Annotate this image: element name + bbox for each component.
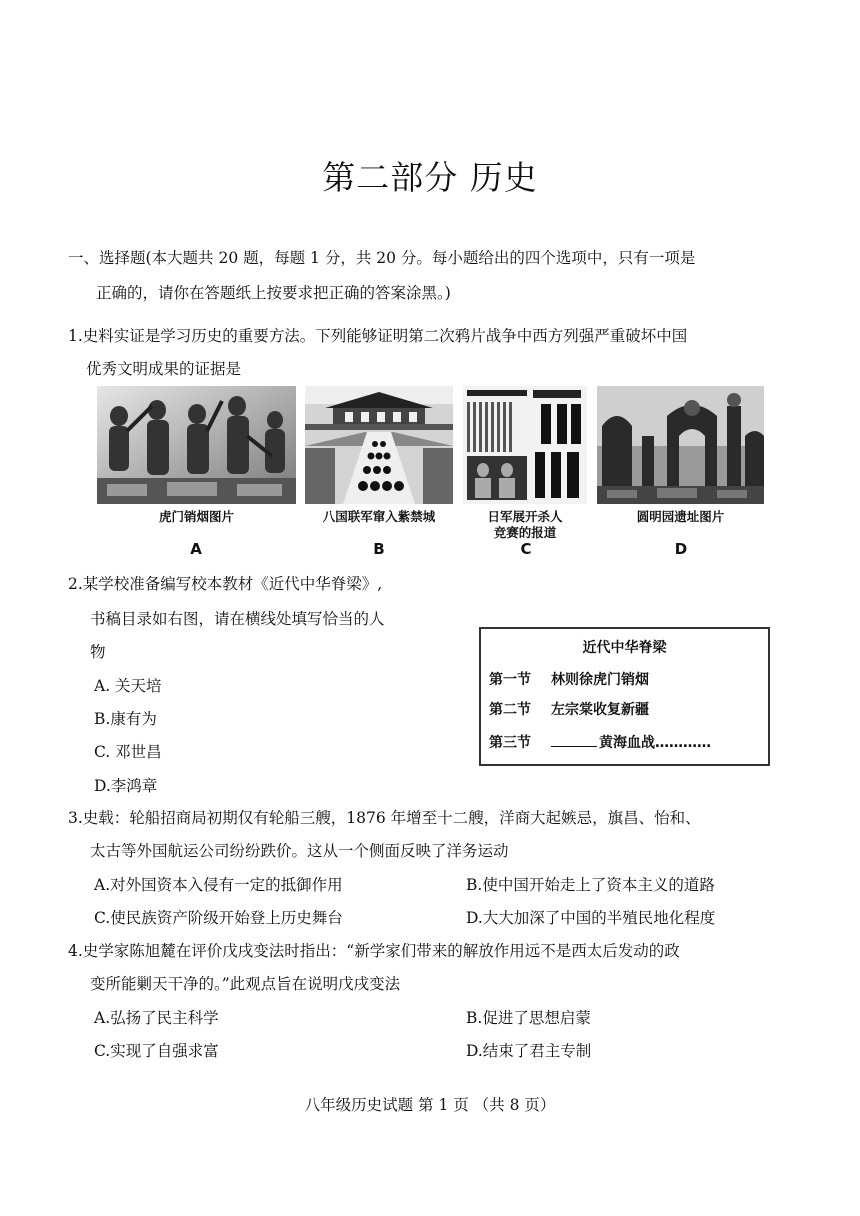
picture-b-forbidden-city	[305, 386, 453, 504]
picture-a-caption: 虎门销烟图片	[158, 509, 234, 524]
picture-c-newspaper	[463, 386, 587, 504]
toc-row-3	[551, 732, 711, 752]
question-3-line2: 太古等外国航运公司纷纷跌价。这从一个侧面反映了洋务运动	[90, 842, 509, 860]
toc-title: 近代中华脊梁	[582, 640, 667, 656]
toc-blank-line[interactable]	[551, 734, 597, 747]
picture-a-letter: A	[190, 540, 202, 558]
question-2-option-b[interactable]: B.康有为	[94, 710, 157, 728]
question-2-line3: 物	[90, 643, 106, 661]
question-2-line1: 2.某学校准备编写校本教材《近代中华脊梁》,	[68, 575, 383, 593]
picture-c-caption-line2: 竞赛的报道	[493, 525, 557, 540]
section-instruction-line1: 一、选择题(本大题共 20 题，每题 1 分，共 20 分。每小题给出的四个选项中，只有一项是	[68, 249, 696, 267]
question-4-line2: 变所能剿天干净的。”此观点旨在说明戊戌变法	[90, 975, 401, 993]
question-3-option-d[interactable]: D.大大加深了中国的半殖民地化程度	[466, 909, 716, 927]
picture-d-letter: D	[674, 540, 688, 558]
question-4-option-d[interactable]: D.结束了君主专制	[466, 1042, 592, 1060]
question-3-option-c[interactable]: C.使民族资产阶级开始登上历史舞台	[94, 909, 343, 927]
question-1-line2: 优秀文明成果的证据是	[86, 360, 242, 378]
picture-d-yuanmingyuan-ruins	[597, 386, 764, 504]
question-2-option-a[interactable]: A. 关天培	[94, 677, 162, 695]
question-4-line1: 4.史学家陈旭麓在评价戊戌变法时指出：“新学家们带来的解放作用远不是西太后发动的政	[68, 942, 680, 960]
toc-text-3: 黄海血战…………	[599, 735, 711, 751]
page-footer: 八年级历史试题 第 1 页 （共 8 页）	[304, 1096, 556, 1114]
question-4-option-c[interactable]: C.实现了自强求富	[94, 1042, 219, 1060]
picture-c-caption-line1: 日军展开杀人	[487, 509, 563, 524]
table-of-contents-box	[479, 627, 770, 766]
picture-b-letter: B	[373, 540, 385, 558]
toc-text-2: 左宗棠收复新疆	[551, 702, 649, 718]
section-instruction-line2: 正确的，请你在答题纸上按要求把正确的答案涂黑。)	[96, 284, 451, 302]
picture-d-caption: 圆明园遗址图片	[636, 509, 725, 524]
picture-c-letter: C	[520, 540, 532, 558]
toc-section-3: 第三节	[489, 735, 531, 751]
toc-section-2: 第二节	[489, 702, 531, 718]
toc-text-1: 林则徐虎门销烟	[551, 672, 649, 688]
question-2-line2: 书稿目录如右图，请在横线处填写恰当的人	[90, 610, 385, 628]
question-2-option-d[interactable]: D.李鸿章	[94, 777, 158, 795]
question-4-option-b[interactable]: B.促进了思想启蒙	[466, 1009, 591, 1027]
question-2-option-c[interactable]: C. 邓世昌	[94, 743, 162, 761]
question-3-option-a[interactable]: A.对外国资本入侵有一定的抵御作用	[94, 876, 343, 894]
question-4-option-a[interactable]: A.弘扬了民主科学	[94, 1009, 219, 1027]
picture-a-humen-relief	[97, 386, 296, 504]
picture-b-caption: 八国联军窜入紫禁城	[322, 509, 436, 524]
question-1-line1: 1.史料实证是学习历史的重要方法。下列能够证明第二次鸦片战争中西方列强严重破坏中国	[68, 327, 688, 345]
toc-section-1: 第一节	[489, 672, 531, 688]
question-3-line1: 3.史载：轮船招商局初期仅有轮船三艘，1876 年增至十二艘，洋商大起嫉忌，旗昌、怡和、	[68, 809, 701, 827]
page-title: 第二部分 历史	[322, 158, 538, 197]
question-3-option-b[interactable]: B.使中国开始走上了资本主义的道路	[466, 876, 715, 894]
